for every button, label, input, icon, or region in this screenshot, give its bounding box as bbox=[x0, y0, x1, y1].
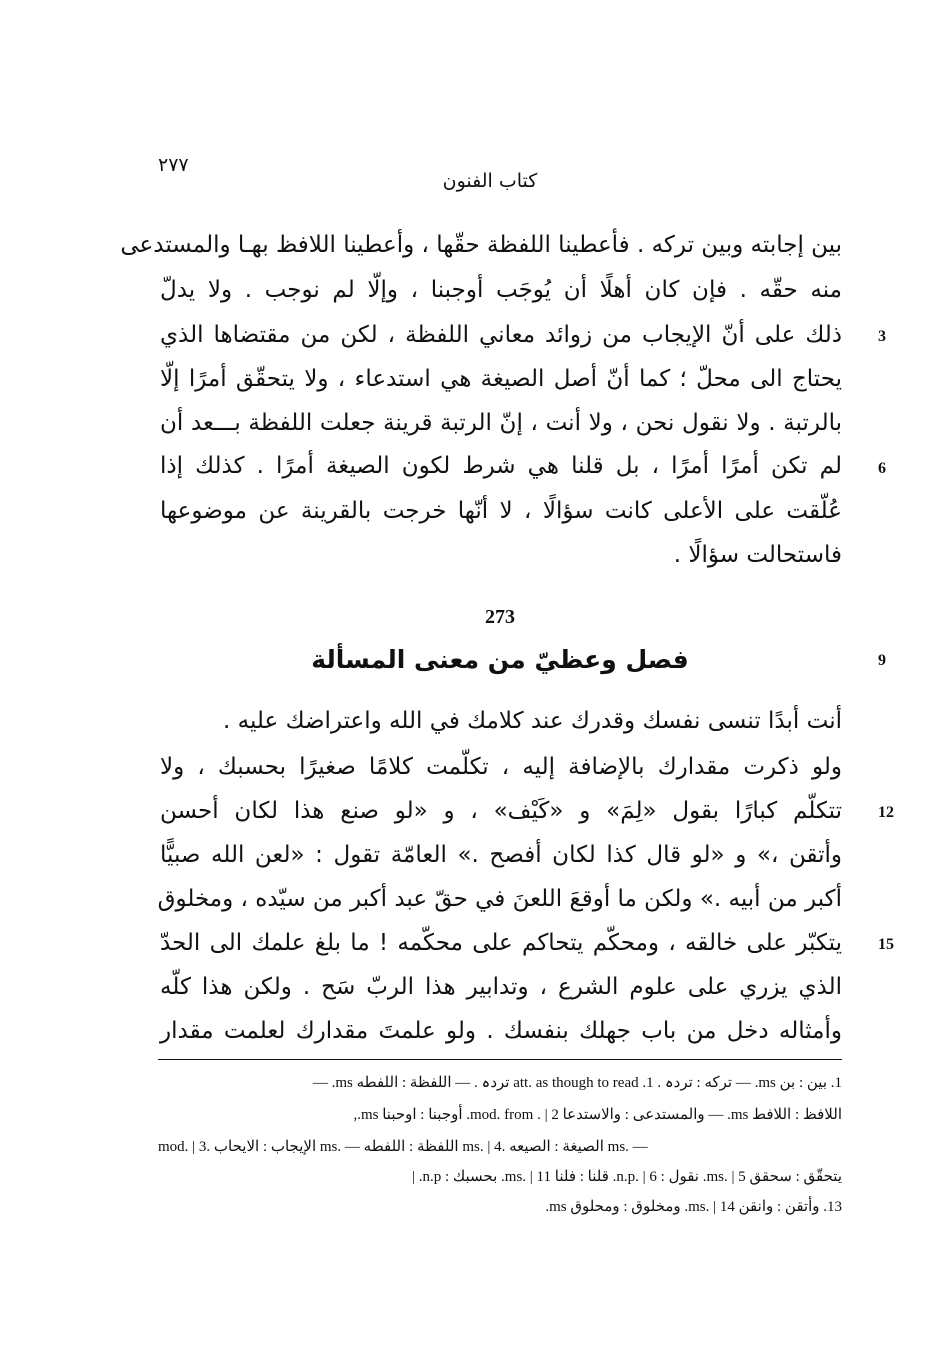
section-number: 273 bbox=[485, 606, 515, 628]
line-number: 9 bbox=[878, 652, 886, 669]
footnote-line: mod. | 3. الإيجاب : الايحاب ms. — اللفظة : اللفطه ms. | 4. الصيغة : الصيعه ms. — bbox=[158, 1139, 648, 1155]
text-line: يتكبّر على خالقه ، ومحكّم يتحاكم على محكّمه ! ما بلغ علمك الى الحدّ bbox=[160, 930, 842, 956]
page-number: ٢٧٧ bbox=[158, 154, 189, 176]
text-line: تتكلّم كبارًا بقول «لِمَ» و «كَيْف» ، و «لو صنع هذا لكان أحسن bbox=[160, 798, 842, 824]
text-line: لم تكن أمرًا أمرًا ، بل قلنا هي شرط لكون الصيغة أمرًا . كذلك إذا bbox=[160, 453, 842, 479]
line-number: 12 bbox=[878, 804, 894, 821]
line-number: 3 bbox=[878, 328, 886, 345]
text-line: يحتاج الى محلّ ؛ كما أنّ أصل الصيغة هي استدعاء ، ولا يتحقّق أمرًا إلّا bbox=[160, 366, 842, 392]
text-line: وأتقن ،» و «لو قال كذا لكان أفصح .» العامّة تقول : «لعن الله صبيًّا bbox=[160, 842, 842, 868]
text-line: عُلّقت على الأعلى كانت سؤالًا ، لا أنّها خرجت بالقرينة عن موضوعها bbox=[160, 498, 842, 524]
footnote-line: 13. وأتقن : وانقن ms. | 14. ومخلوق : ومحلوق ms. bbox=[545, 1199, 842, 1215]
text-line: بين إجابته وبين تركه . فأعطينا اللفظة حقّها ، وأعطينا اللافظ بهـا والمستدعى bbox=[120, 232, 842, 258]
line-number: 15 bbox=[878, 936, 894, 953]
footnote-line: 1. بين : بن ms. — تركه : تردہ . 1. att. as though to read تردہ . — اللفظة : اللفطه ms. — bbox=[312, 1075, 842, 1091]
line-number: 6 bbox=[878, 460, 886, 477]
text-line: ولو ذكرت مقدارك بالإضافة إليه ، تكلّمت كلامًا صغيرًا بحسبك ، ولا bbox=[160, 754, 842, 780]
text-line: بالرتبة . ولا نقول نحن ، ولا أنت ، إنّ الرتبة قرينة جعلت اللفظة بـــعد أن bbox=[160, 410, 842, 436]
footnote-line: يتحقّق : سحقق ms. | 5. نقول : n.p. | 6. قلنا : فلنا ms. | 11. بحسبك : n.p. | bbox=[411, 1169, 842, 1185]
text-line: الذي يزري على علوم الشرع ، وتدابير هذا الربّ سَح . ولكن هذا كلّه bbox=[160, 974, 842, 1000]
text-line: وأمثاله دخل من باب جهلك بنفسك . ولو علمتَ مقدارك لعلمت مقدار bbox=[160, 1018, 842, 1044]
text-line: ذلك على أنّ الإيجاب من زوائد معاني اللفظة ، لكن من مقتضاها الذي bbox=[160, 322, 842, 348]
text-line: أنت أبدًا تنسى نفسك وقدرك عند كلامك في الله واعتراضك عليه . bbox=[223, 708, 842, 734]
text-line: منه حقّه . فإن كان أهلًا أن يُوجَب أوجبنا ، وإلّا لم نوجب . ولا يدلّ bbox=[160, 277, 842, 303]
text-line: أكبر من أبيه .» ولكن ما أوقعَ اللعنَ في حقّ عبد أكبر من سيّده ، ومخلوق bbox=[157, 886, 842, 912]
running-head: كتاب الفنون bbox=[442, 170, 538, 192]
text-line: فاستحالت سؤالًا . bbox=[673, 542, 842, 568]
section-title: فصل وعظيّ من معنى المسألة bbox=[311, 645, 689, 674]
footnote-line: اللافظ : اللافط ms. — والمستدعى : والاستدعا mod. from . | 2. أوجبنا : اوحبنا ms., bbox=[353, 1107, 842, 1123]
footnote-rule bbox=[158, 1059, 842, 1060]
